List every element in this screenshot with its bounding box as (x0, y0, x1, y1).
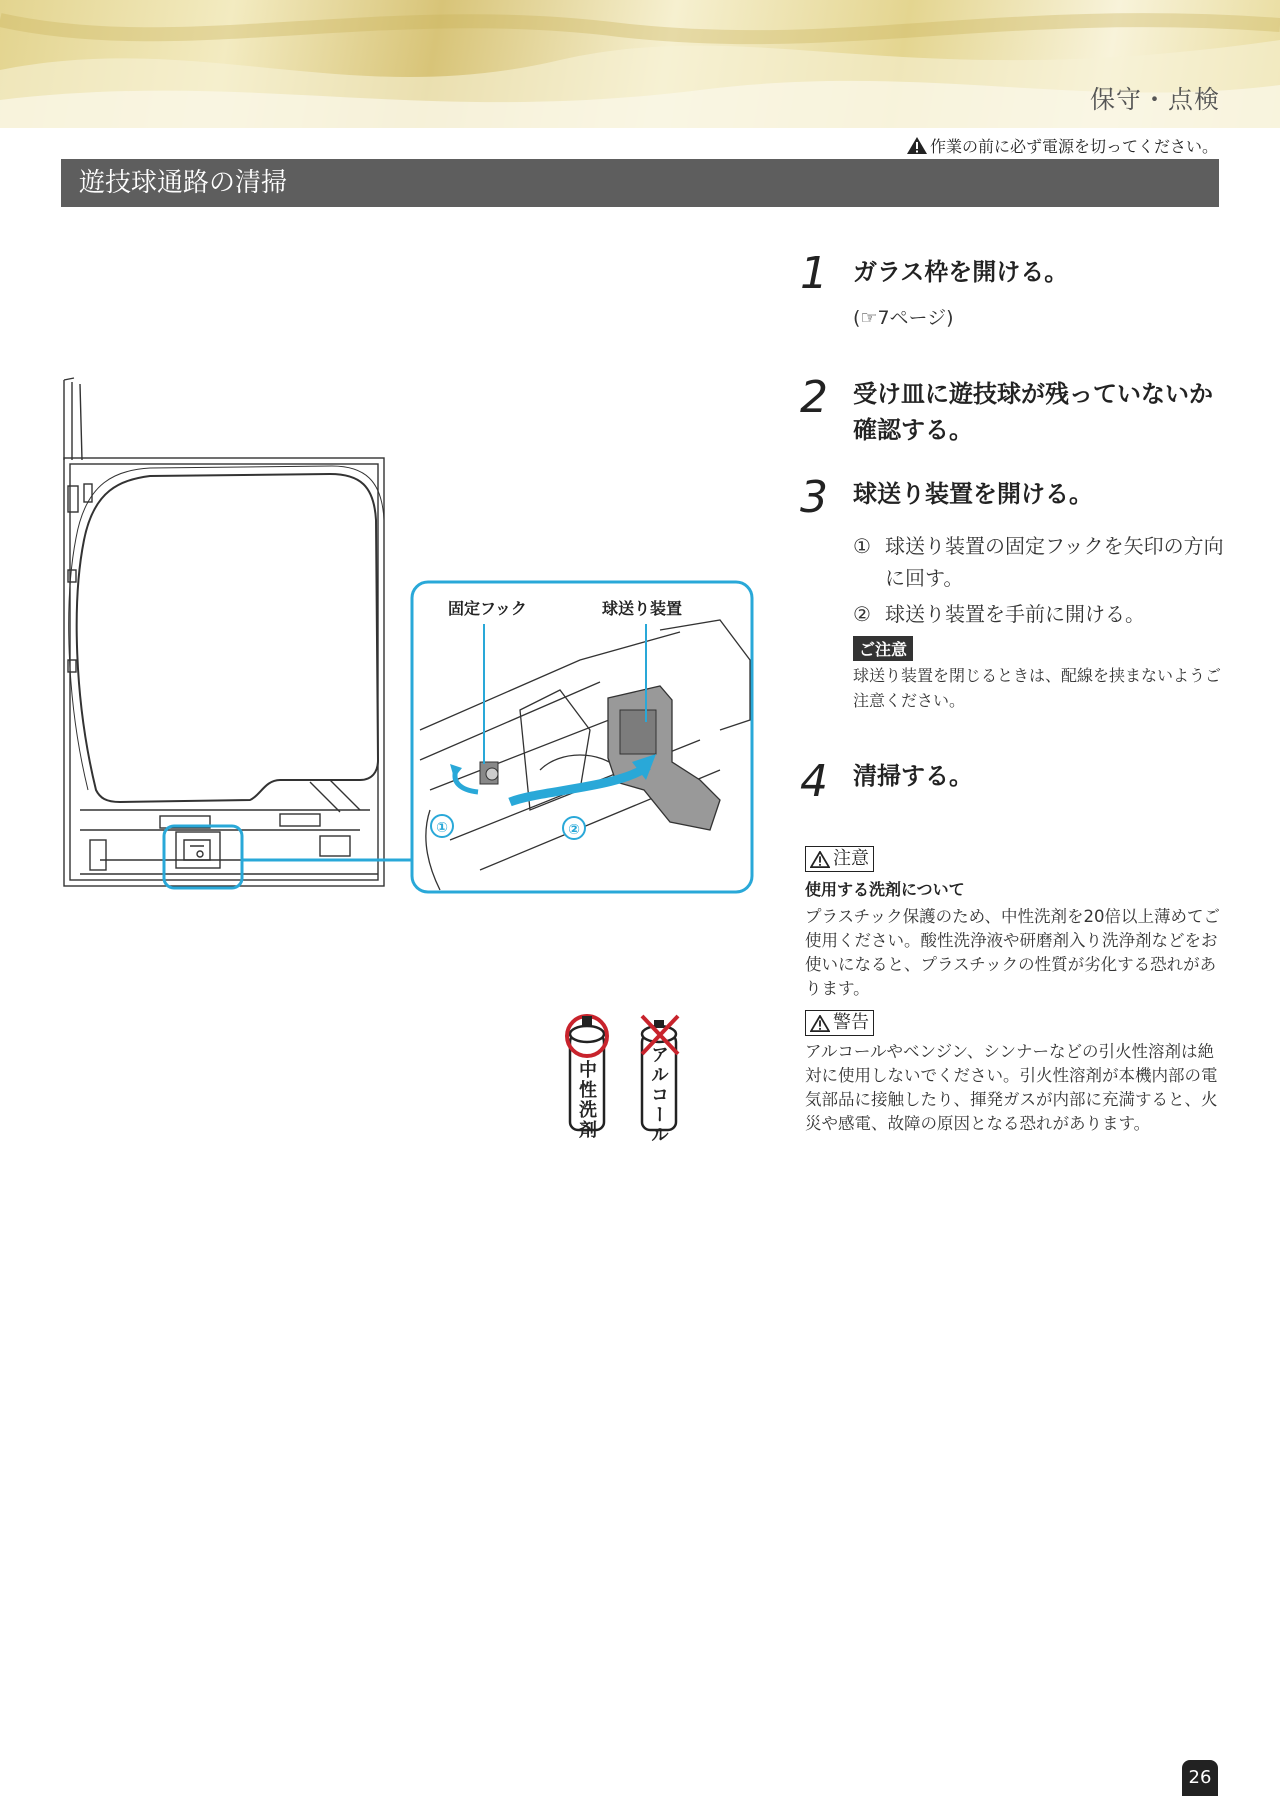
note-text: 球送り装置を閉じるときは、配線を挟まないようご注意ください。 (853, 666, 1222, 710)
step-1-title: ガラス枠を開ける。 (853, 258, 1069, 286)
step-2-number: 2 (800, 372, 828, 423)
page-number: 26 (1182, 1760, 1218, 1796)
step-3-sub-2 (853, 598, 1233, 630)
step-1-page-reference[interactable]: (☞7ページ) (853, 307, 954, 329)
sub-marker: ① (853, 534, 871, 558)
can-neutral-label: 中性洗剤 (576, 1060, 597, 1140)
callout-device-label: 球送り装置 (602, 599, 683, 618)
step-3-sub-1 (853, 530, 1233, 594)
warning-text: アルコールやベンジン、シンナーなどの引火性溶剤は絶対に使用しないでください。引火性溶剤が本機内部の電気部品に接触したり、揮発ガスが内部に充満すると、火災や感電、故障の原因となる恐れがあります。 (805, 1042, 1218, 1133)
callout-hook-label: 固定フック (448, 599, 527, 618)
header-banner (0, 0, 1280, 128)
marker-1: ① (436, 820, 448, 836)
section-label: 保守・点検 (1089, 85, 1220, 114)
step-2-title: 受け皿に遊技球が残っていないか確認する。 (853, 380, 1213, 444)
warning-label: 警告 (833, 1012, 869, 1033)
warning-triangle-icon (810, 1015, 830, 1032)
marker-2: ② (568, 822, 580, 838)
can-alcohol-label: アルコール (648, 1045, 669, 1145)
step-1-number: 1 (800, 248, 828, 299)
step-4-title: 清掃する。 (853, 762, 973, 790)
power-warning-text: 作業の前に必ず電源を切ってください。 (929, 137, 1218, 156)
caution-text: プラスチック保護のため、中性洗剤を20倍以上薄めてご使用ください。酸性洗浄液や研磨剤入り洗浄剤などをお使いになると、プラスチックの性質が劣化する恐れがあります。 (805, 907, 1221, 998)
warning-tag (805, 1010, 874, 1036)
caution-heading: 使用する洗剤について (805, 880, 965, 899)
step-3-number: 3 (800, 472, 828, 523)
caution-tag (805, 846, 874, 872)
warning-triangle-icon (810, 851, 830, 868)
sub-text: 球送り装置の固定フックを矢印の方向に回す。 (885, 534, 1224, 590)
page-title: 遊技球通路の清掃 (61, 159, 1219, 207)
note-label: ご注意 (853, 636, 913, 661)
warning-triangle-icon (906, 136, 928, 155)
sub-marker: ② (853, 602, 871, 626)
sub-text: 球送り装置を手前に開ける。 (885, 602, 1145, 626)
power-warning (906, 134, 1218, 157)
step-4-number: 4 (800, 756, 828, 807)
machine-illustration (60, 370, 760, 910)
caution-label: 注意 (833, 848, 869, 869)
step-3-title: 球送り装置を開ける。 (853, 480, 1093, 508)
